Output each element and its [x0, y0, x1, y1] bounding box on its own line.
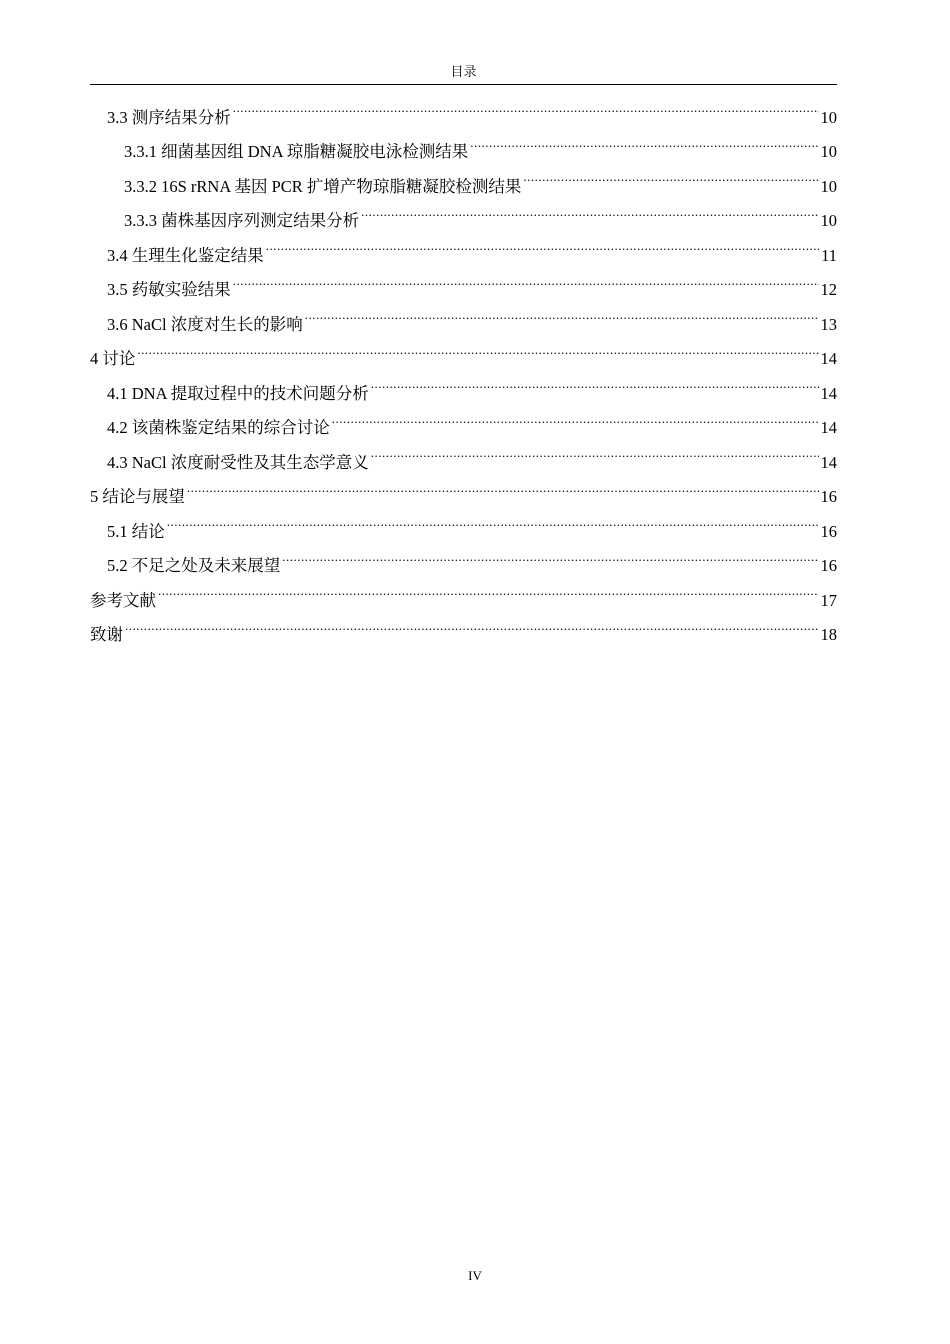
page-number: IV	[468, 1268, 482, 1283]
toc-entry-title: 参考文献	[90, 590, 156, 610]
toc-entry-title: 4 讨论	[90, 349, 136, 368]
toc-entry-title: 3.5 药敏实验结果	[107, 280, 231, 299]
toc-entry[interactable]	[90, 606, 837, 644]
toc-entry-title: 5.1 结论	[107, 521, 165, 541]
toc-entry[interactable]	[90, 364, 837, 403]
toc-entry-title: 3.3 测序结果分析	[107, 107, 231, 127]
page-footer	[0, 1266, 950, 1286]
toc-dot-leader	[266, 226, 819, 261]
page-header	[90, 62, 837, 85]
toc-entry-title: 5 结论与展望	[90, 487, 185, 506]
toc-entry-title: 5.2 不足之处及未来展望	[107, 556, 281, 575]
toc-entry-title: 4.2 该菌株鉴定结果的综合讨论	[107, 418, 330, 437]
toc-entry-page: 10	[820, 176, 837, 196]
toc-entry[interactable]	[90, 571, 837, 610]
toc-entry-title: 3.6 NaCl 浓度对生长的影响	[107, 314, 303, 334]
toc-entry-page: 13	[820, 314, 837, 334]
toc-dot-leader	[187, 468, 819, 503]
toc-entry[interactable]	[90, 468, 837, 506]
toc-entry-title: 3.4 生理生化鉴定结果	[107, 245, 264, 265]
toc-entry-page: 17	[820, 590, 837, 610]
toc-entry-page: 11	[821, 245, 837, 265]
toc-dot-leader	[523, 157, 818, 192]
toc-dot-leader	[371, 433, 819, 468]
toc-entry-title: 3.3.3 菌株基因序列测定结果分析	[124, 211, 360, 230]
toc-dot-leader	[332, 399, 819, 434]
toc-dot-leader	[282, 537, 818, 572]
toc-entry-page: 16	[820, 487, 837, 506]
toc-dot-leader	[470, 123, 818, 158]
toc-entry-page: 14	[820, 383, 837, 403]
toc-dot-leader	[158, 571, 819, 606]
header-title: 目录	[450, 64, 477, 79]
toc-entry[interactable]	[90, 537, 837, 575]
toc-entry-page: 18	[820, 625, 837, 644]
toc-entry-page: 14	[820, 418, 837, 437]
toc-entry[interactable]	[90, 88, 837, 127]
toc-dot-leader	[137, 330, 818, 365]
toc-entry-page: 10	[820, 107, 837, 127]
toc-entry[interactable]	[90, 330, 837, 368]
toc-entry-page: 16	[820, 556, 837, 575]
toc-dot-leader	[361, 192, 818, 227]
toc-entry-title: 致谢	[90, 625, 123, 644]
toc-entry-title: 3.3.2 16S rRNA 基因 PCR 扩增产物琼脂糖凝胶检测结果	[124, 176, 522, 196]
toc-entry-title: 4.1 DNA 提取过程中的技术问题分析	[107, 383, 369, 403]
toc-dot-leader	[233, 261, 819, 296]
toc-entry-page: 10	[820, 142, 837, 161]
toc-entry-page: 14	[820, 452, 837, 472]
toc-entry[interactable]	[90, 502, 837, 541]
toc-dot-leader	[167, 502, 819, 537]
table-of-contents	[90, 88, 837, 644]
toc-dot-leader	[371, 364, 819, 399]
toc-dot-leader	[233, 88, 819, 123]
toc-entry-page: 14	[820, 349, 837, 368]
toc-entry-title: 4.3 NaCl 浓度耐受性及其生态学意义	[107, 452, 369, 472]
toc-dot-leader	[125, 606, 819, 641]
toc-entry-page: 12	[820, 280, 837, 299]
toc-entry-title: 3.3.1 细菌基因组 DNA 琼脂糖凝胶电泳检测结果	[124, 142, 469, 161]
toc-dot-leader	[305, 295, 819, 330]
toc-entry-page: 16	[820, 521, 837, 541]
toc-entry-page: 10	[820, 211, 837, 230]
